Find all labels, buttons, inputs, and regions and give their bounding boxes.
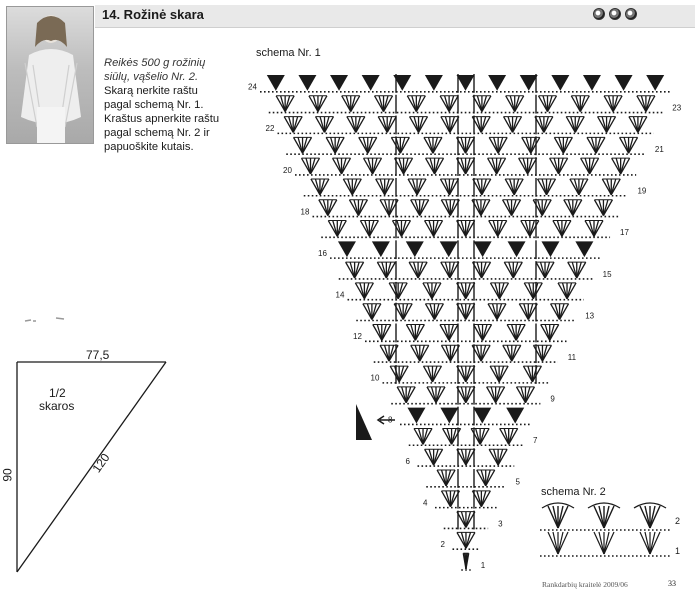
instruction-line: Skarą nerkite raštu — [104, 85, 198, 97]
row-label-left: 16 — [318, 248, 327, 258]
row-label: 1 — [675, 546, 681, 556]
row-label-left: 18 — [300, 207, 310, 217]
instruction-line: pagal schemą Nr. 1. — [104, 99, 204, 111]
row-label-right: 15 — [602, 269, 612, 279]
instruction-line: Kraštus apnerkite raštu — [104, 113, 220, 125]
row-label-left: 12 — [353, 332, 362, 342]
row-label-left: 4 — [423, 498, 428, 508]
magazine-footer: Rankdarbių kraitelė 2009/06 — [542, 580, 628, 589]
materials-line-1: Reikės 500 g rožinių — [104, 57, 206, 69]
hypotenuse-dimension: 120 — [89, 450, 113, 476]
row-label: 2 — [675, 516, 681, 526]
row-label-right: 3 — [498, 519, 503, 529]
instruction-line: papuoškite kutais. — [104, 141, 194, 153]
row-label-right: 17 — [620, 228, 629, 238]
schema2-label: schema Nr. 2 — [541, 486, 606, 498]
materials-line-2: siūlų, vąšelio Nr. 2. — [104, 71, 199, 83]
row-label-right: 7 — [532, 436, 538, 446]
page-title: 14. Rožinė skara — [102, 7, 204, 22]
row-label-left: 20 — [283, 165, 292, 175]
row-label-left: 2 — [440, 540, 445, 550]
row-label-right: 5 — [515, 477, 520, 487]
diagram-label-top: 1/2 — [49, 386, 66, 400]
row-label-right: 23 — [672, 103, 682, 113]
smudge — [25, 318, 64, 321]
row-label-right: 1 — [480, 560, 486, 570]
row-label-left: 10 — [370, 373, 380, 383]
row-label-right: 9 — [550, 394, 555, 404]
row-label-left: 22 — [265, 124, 275, 134]
row-label-left: 24 — [248, 82, 257, 92]
page-number: 33 — [668, 579, 676, 588]
row-label-left: 8 — [388, 415, 393, 425]
row-label-left: 6 — [405, 456, 410, 466]
row-label-left: 14 — [335, 290, 345, 300]
row-label-right: 11 — [567, 352, 577, 362]
instruction-line: pagal schemą Nr. 2 ir — [104, 127, 210, 139]
diagram-label-bottom: skaros — [39, 399, 75, 413]
row-label-right: 13 — [585, 311, 595, 321]
schema1-label: schema Nr. 1 — [256, 47, 321, 59]
row-label-right: 21 — [654, 145, 664, 155]
side-dimension: 90 — [0, 468, 15, 482]
top-dimension: 77,5 — [86, 348, 110, 362]
row-label-right: 19 — [637, 186, 647, 196]
